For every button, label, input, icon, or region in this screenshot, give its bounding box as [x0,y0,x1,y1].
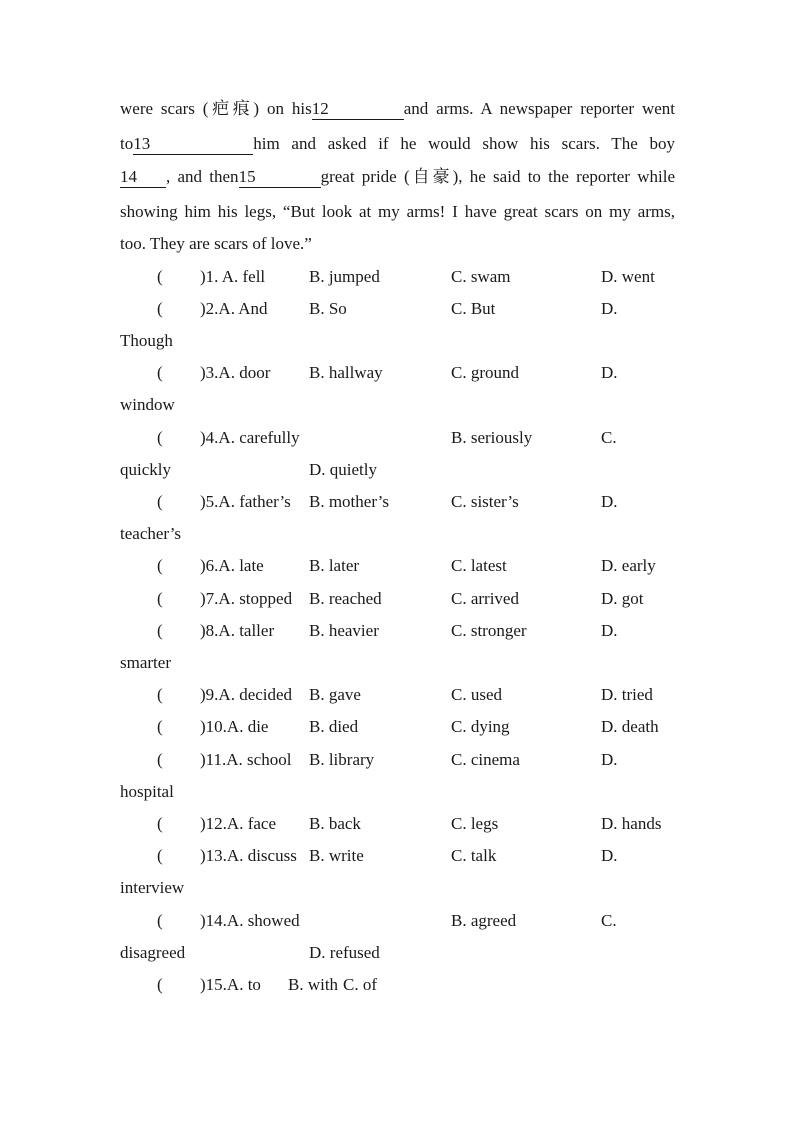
option-a: )6.A. late [200,556,264,575]
option-c: C. [601,428,617,447]
option-c: C. swam [451,267,511,286]
option-b: B. later [309,556,360,575]
passage-text: , and then [166,167,239,186]
option-d: D. [601,621,618,640]
passage-line-3 [120,166,675,188]
option-c: C. [601,911,617,930]
option-b: B. library [309,750,375,769]
option-a: )11.A. school [200,750,292,769]
option-c-wrapped: disagreed [120,943,186,962]
answer-paren: ( [157,621,163,640]
passage-line-4: showing him his legs, “But look at my arms! I have great scars on my arms, [120,202,675,221]
option-d-wrapped: interview [120,878,185,897]
question-row-11 [0,749,794,771]
option-b: B. hallway [309,363,383,382]
option-d-wrapped: window [120,395,175,414]
option-a: )9.A. decided [200,685,293,704]
option-a: )4.A. carefully [200,428,300,447]
option-a: )1. A. fell [200,267,266,286]
blank-12: 12 [312,99,404,120]
question-row-2 [0,298,794,320]
question-row-14 [0,910,794,932]
option-d: D. quietly [309,460,377,479]
answer-paren: ( [157,750,163,769]
passage-text: and arms. A newspaper reporter went [403,99,675,118]
option-b: B. reached [309,589,382,608]
option-d: D. [601,363,618,382]
answer-paren: ( [157,814,163,833]
option-d: D. early [601,556,656,575]
option-d: D. [601,846,618,865]
option-a: )8.A. taller [200,621,275,640]
question-row-9 [0,684,794,706]
option-c: C. ground [451,363,519,382]
option-c: C. dying [451,717,510,736]
option-c: C. legs [451,814,499,833]
option-a: )15.A. to [200,975,261,994]
option-d: D. hands [601,814,662,833]
blank-13: 13 [133,134,253,155]
blank-15: 15 [239,167,321,188]
answer-paren: ( [157,685,163,704]
answer-paren: ( [157,492,163,511]
question-row-8 [0,620,794,642]
question-row-1 [0,266,794,288]
option-b: B. with [288,975,339,994]
question-row-6 [0,555,794,577]
option-d-wrapped: hospital [120,782,174,801]
option-d: D. death [601,717,659,736]
answer-paren: ( [157,299,163,318]
question-row-13 [0,845,794,867]
option-b: B. jumped [309,267,380,286]
blank-14: 14 [120,167,166,188]
answer-paren: ( [157,975,163,994]
question-row-7 [0,588,794,610]
option-d-wrapped: smarter [120,653,171,672]
option-d: D. got [601,589,644,608]
question-row-3 [0,362,794,384]
question-row-15 [0,974,794,996]
option-d: D. [601,492,618,511]
passage-line-1 [120,98,675,120]
passage-text: were scars (疤痕) on his [120,99,312,118]
answer-paren: ( [157,363,163,382]
question-row-4 [0,427,794,449]
option-d: D. went [601,267,655,286]
option-b: B. agreed [451,911,517,930]
option-c-wrapped: quickly [120,460,171,479]
option-c: C. sister’s [451,492,519,511]
option-c: C. of [343,975,377,994]
option-c: C. talk [451,846,497,865]
option-b: B. write [309,846,364,865]
option-b: B. heavier [309,621,379,640]
option-d-wrapped: teacher’s [120,524,182,543]
option-d-wrapped: Though [120,331,173,350]
option-c: C. But [451,299,496,318]
option-a: )2.A. And [200,299,268,318]
answer-paren: ( [157,556,163,575]
answer-paren: ( [157,846,163,865]
option-c: C. arrived [451,589,519,608]
answer-paren: ( [157,267,163,286]
answer-paren: ( [157,589,163,608]
option-a: )12.A. face [200,814,276,833]
option-c: C. stronger [451,621,527,640]
question-row-12 [0,813,794,835]
option-b: B. seriously [451,428,533,447]
option-b: B. died [309,717,359,736]
question-row-10 [0,716,794,738]
option-a: )7.A. stopped [200,589,293,608]
option-d: D. refused [309,943,380,962]
option-a: )5.A. father’s [200,492,291,511]
option-d: D. [601,750,618,769]
answer-paren: ( [157,717,163,736]
option-a: )10.A. die [200,717,269,736]
question-row-5 [0,491,794,513]
option-a: )13.A. discuss [200,846,297,865]
option-c: C. latest [451,556,507,575]
passage-text: him and asked if he would show his scars. The boy [253,134,675,153]
option-c: C. used [451,685,502,704]
option-b: B. gave [309,685,361,704]
answer-paren: ( [157,428,163,447]
answer-paren: ( [157,911,163,930]
option-d: D. tried [601,685,653,704]
passage-text: to [120,134,134,153]
option-a: )3.A. door [200,363,271,382]
question-row-14-wrap [0,942,794,964]
option-d: D. [601,299,618,318]
option-b: B. back [309,814,361,833]
option-b: B. So [309,299,347,318]
question-row-4-wrap [0,459,794,481]
passage-line-2 [120,133,675,155]
passage-line-5: too. They are scars of love.” [120,234,312,253]
option-a: )14.A. showed [200,911,300,930]
passage-text: great pride (自豪), he said to the reporter while [320,167,675,186]
option-c: C. cinema [451,750,520,769]
option-b: B. mother’s [309,492,389,511]
